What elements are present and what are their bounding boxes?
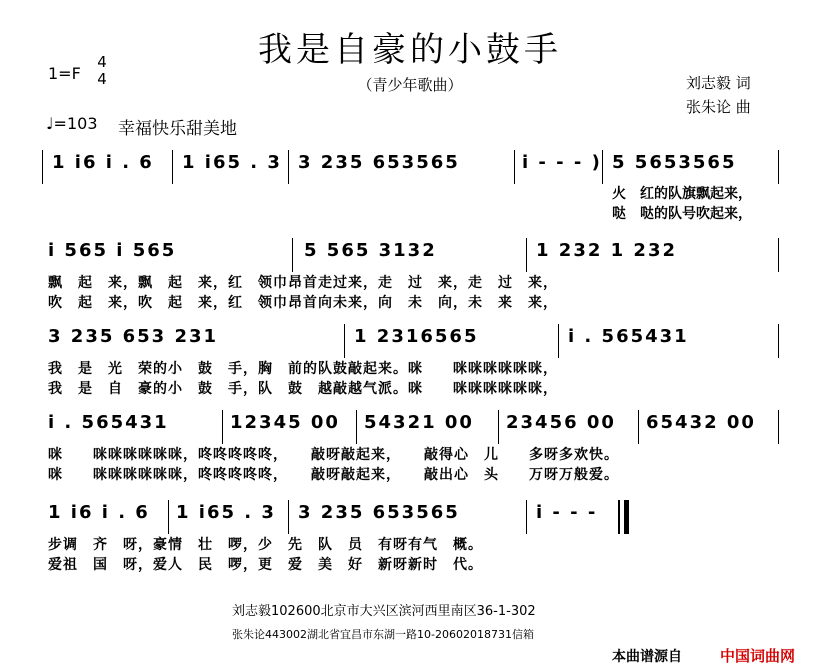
meter-top: 4 <box>97 53 107 71</box>
measure: 1 i65 . 3 <box>176 502 276 523</box>
measure: i 565 i 565 <box>48 240 177 261</box>
barline <box>168 500 169 534</box>
subtitle: （青少年歌曲） <box>357 76 463 94</box>
measure: i . 565431 <box>568 326 689 347</box>
meter-bottom: 4 <box>97 70 107 88</box>
lyric-line: 哒 哒的队号吹起来， <box>612 206 752 222</box>
lyric-line: 我 是 光 荣的小 鼓 手，胸 前的队鼓敲起来。咪 咪咪咪咪咪咪， <box>48 361 558 377</box>
measure: 65432 00 <box>646 412 756 433</box>
final-barline <box>618 500 629 534</box>
barline <box>172 150 173 184</box>
barline <box>288 500 289 534</box>
measure: 5 5653565 <box>612 152 737 173</box>
lyricist-credit: 刘志毅 词 <box>686 74 751 92</box>
barline <box>602 150 603 184</box>
music-line-1 <box>42 150 782 176</box>
barline <box>514 150 515 184</box>
time-signature <box>95 54 109 88</box>
measure: 23456 00 <box>506 412 616 433</box>
key-signature: 1=F <box>48 64 81 83</box>
measure: 1 i6 i . 6 <box>52 152 154 173</box>
lyric-line: 火 红的队旗飘起来， <box>612 186 752 202</box>
measure: 3 235 653 231 <box>48 326 219 347</box>
contact-line: 刘志毅102600北京市大兴区滨河西里南区36-1-302 <box>232 604 536 619</box>
barline <box>288 150 289 184</box>
barline <box>292 238 293 272</box>
lyric-line: 我 是 自 豪的小 鼓 手，队 鼓 越敲越气派。咪 咪咪咪咪咪咪， <box>48 381 558 397</box>
music-line-5 <box>42 500 782 526</box>
measure: 54321 00 <box>364 412 474 433</box>
measure: 3 235 653565 <box>298 502 460 523</box>
barline <box>778 150 779 184</box>
measure: 3 235 653565 <box>298 152 460 173</box>
lyric-line: 飘 起 来，飘 起 来，红 领巾昂首走过来，走 过 来，走 过 来， <box>48 275 558 291</box>
barline <box>778 238 779 272</box>
barline <box>42 150 43 184</box>
measure: 1 2316565 <box>354 326 479 347</box>
tempo-marking: ♩=103 <box>46 114 98 133</box>
expression-marking: 幸福快乐甜美地 <box>118 119 237 139</box>
barline <box>356 410 357 444</box>
barline <box>222 410 223 444</box>
site-link[interactable]: 中国词曲网 <box>720 647 796 665</box>
source-label: 本曲谱源自 <box>612 649 682 665</box>
music-line-2 <box>42 238 782 264</box>
barline <box>778 324 779 358</box>
measure: 1 232 1 232 <box>536 240 677 261</box>
lyric-line: 咪 咪咪咪咪咪咪，咚咚咚咚咚， 敲呀敲起来， 敲得心 儿 多呀多欢快。 <box>48 447 619 463</box>
measure: i - - - ) <box>522 152 602 173</box>
music-line-3 <box>42 324 782 350</box>
contact-line: 张朱论443002湖北省宜昌市东湖一路10-20602018731信箱 <box>232 628 534 641</box>
measure: 1 i65 . 3 <box>182 152 282 173</box>
measure: 1 i6 i . 6 <box>48 502 150 523</box>
measure: i - - - <box>536 502 598 523</box>
barline <box>344 324 345 358</box>
barline <box>638 410 639 444</box>
measure: 12345 00 <box>230 412 340 433</box>
lyric-line: 吹 起 来，吹 起 来，红 领巾昂首向未来，向 未 向，未 来 来， <box>48 295 558 311</box>
barline <box>778 410 779 444</box>
composer-credit: 张朱论 曲 <box>686 98 751 116</box>
music-line-4 <box>42 410 782 436</box>
lyric-line: 爱祖 国 呀，爱人 民 啰，更 爱 美 好 新呀新时 代。 <box>48 557 483 573</box>
barline <box>526 238 527 272</box>
lyric-line: 步调 齐 呀，豪情 壮 啰，少 先 队 员 有呀有气 概。 <box>48 537 483 553</box>
measure: i . 565431 <box>48 412 169 433</box>
lyric-line: 咪 咪咪咪咪咪咪，咚咚咚咚咚， 敲呀敲起来， 敲出心 头 万呀万般爱。 <box>48 467 619 483</box>
barline <box>558 324 559 358</box>
barline <box>526 500 527 534</box>
measure: 5 565 3132 <box>304 240 437 261</box>
page-title: 我是自豪的小鼓手 <box>258 30 562 70</box>
barline <box>498 410 499 444</box>
